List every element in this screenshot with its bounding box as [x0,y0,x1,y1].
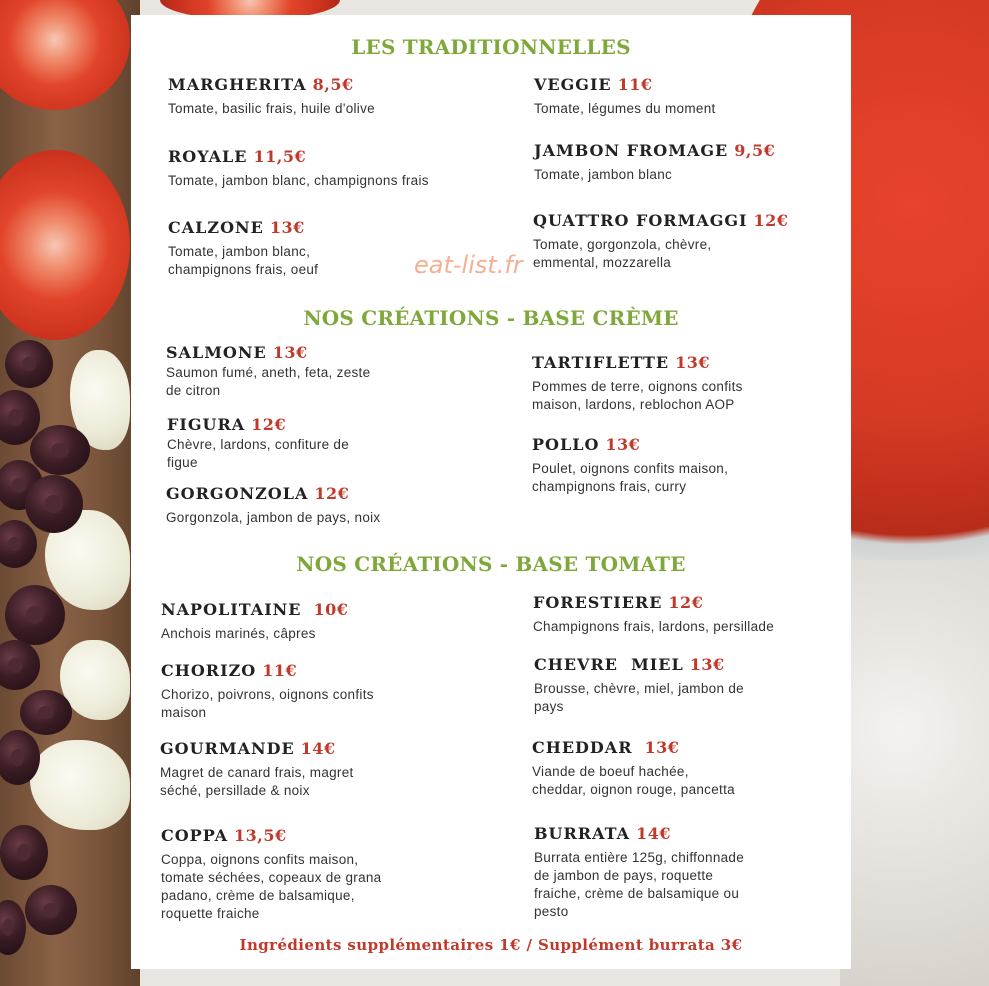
menu-item-margherita [168,75,375,118]
item-description: Coppa, oignons confits maison, tomate séchées, copeaux de grana padano, crème de balsamique, roquette fraiche [161,852,382,921]
item-name: CALZONE [168,218,264,237]
olive [20,690,72,735]
item-price: 14€ [300,739,336,758]
item-name: GOURMANDE [160,739,295,758]
olive [5,585,65,645]
item-description: Brousse, chèvre, miel, jambon de pays [534,681,744,714]
item-name: VEGGIE [534,75,612,94]
item-description: Tomate, légumes du moment [534,101,716,116]
menu-item-cheddar [532,738,735,799]
item-description: Burrata entière 125g, chiffonnade de jambon de pays, roquette fraiche, crème de balsamique ou pesto [534,850,745,919]
menu-item-salmone [166,343,370,400]
item-price: 12€ [251,415,287,434]
item-name: COPPA [161,826,228,845]
item-price: 13€ [269,218,305,237]
menu-item-pollo [532,435,728,496]
menu-item-quattro-formaggi [533,211,788,272]
item-description: Poulet, oignons confits maison, champignons frais, curry [532,461,729,494]
menu-item-burrata [534,824,744,921]
item-description: Chèvre, lardons, confiture de figue [167,437,350,470]
item-price: 14€ [636,824,671,843]
item-description: Viande de boeuf hachée, cheddar, oignon rouge, pancetta [532,764,735,797]
olive [0,825,48,880]
menu-item-napolitaine [161,600,348,643]
item-name: CHORIZO [161,661,257,680]
menu-item-forestiere [533,593,774,636]
item-description: Gorgonzola, jambon de pays, noix [166,510,381,525]
item-name: SALMONE [166,343,267,362]
item-name: POLLO [532,435,600,454]
item-description: Chorizo, poivrons, oignons confits maison [161,687,374,720]
item-name: FORESTIERE [533,593,663,612]
item-price: 9,5€ [734,141,776,160]
item-price: 12€ [314,484,350,503]
item-name: GORGONZOLA [166,484,309,503]
item-price: 11,5€ [253,147,307,166]
item-price: 11€ [617,75,653,94]
item-price: 13,5€ [233,826,287,845]
item-description: Tomate, jambon blanc, champignons frais [168,173,429,188]
watermark: eat-list.fr [414,251,523,279]
item-name: BURRATA [534,824,631,843]
section-title-base-creme: NOS CRÉATIONS - BASE CRÈME [303,306,679,330]
item-name: QUATTRO FORMAGGI [533,211,748,230]
item-price: 13€ [272,343,308,362]
menu-item-gourmande [160,739,354,800]
item-description: Magret de canard frais, magret séché, persillade & noix [160,765,354,798]
item-description: Champignons frais, lardons, persillade [533,619,775,634]
flour [840,560,989,986]
olive [5,340,53,388]
menu-card [131,15,851,969]
item-description: Saumon fumé, aneth, feta, zeste de citron [166,365,371,398]
menu-item-royale [168,147,429,190]
section-title-traditionnelles: LES TRADITIONNELLES [351,35,631,59]
item-description: Pommes de terre, oignons confits maison, lardons, reblochon AOP [532,379,743,412]
olive [30,425,90,475]
item-price: 12€ [753,211,789,230]
menu-item-chevre-miel [534,655,744,716]
item-name: MARGHERITA [168,75,307,94]
item-description: Tomate, basilic frais, huile d'olive [168,101,375,116]
menu-item-gorgonzola [166,484,380,527]
menu-item-calzone [168,218,318,279]
item-description: Tomate, gorgonzola, chèvre, emmental, mozzarella [533,237,712,270]
item-price: 13€ [689,655,725,674]
item-name: ROYALE [168,147,248,166]
item-name: CHEDDAR [532,738,633,757]
item-description: Tomate, jambon blanc, champignons frais, oeuf [168,244,319,277]
item-price: 8,5€ [312,75,354,94]
item-price: 13€ [675,353,710,372]
menu-item-chorizo [161,661,374,722]
menu-item-jambon-fromage [534,141,775,184]
item-description: Tomate, jambon blanc [534,167,673,182]
menu-item-veggie [534,75,716,118]
item-price: 13€ [644,738,680,757]
olive [25,885,77,935]
section-title-base-tomate: NOS CRÉATIONS - BASE TOMATE [296,552,686,576]
item-name: CHEVRE MIEL [534,655,684,674]
item-name: TARTIFLETTE [532,353,670,372]
item-name: NAPOLITAINE [161,600,302,619]
item-description: Anchois marinés, câpres [161,626,316,641]
menu-item-tartiflette [532,353,743,414]
menu-item-coppa [161,826,382,923]
item-price: 11€ [262,661,298,680]
olive [25,475,83,533]
item-price: 12€ [668,593,704,612]
supplements-note: Ingrédients supplémentaires 1€ / Supplément burrata 3€ [239,936,743,954]
item-name: JAMBON FROMAGE [534,141,729,160]
item-name: FIGURA [167,415,246,434]
item-price: 13€ [605,435,641,454]
item-price: 10€ [313,600,349,619]
menu-item-figura [167,415,349,472]
